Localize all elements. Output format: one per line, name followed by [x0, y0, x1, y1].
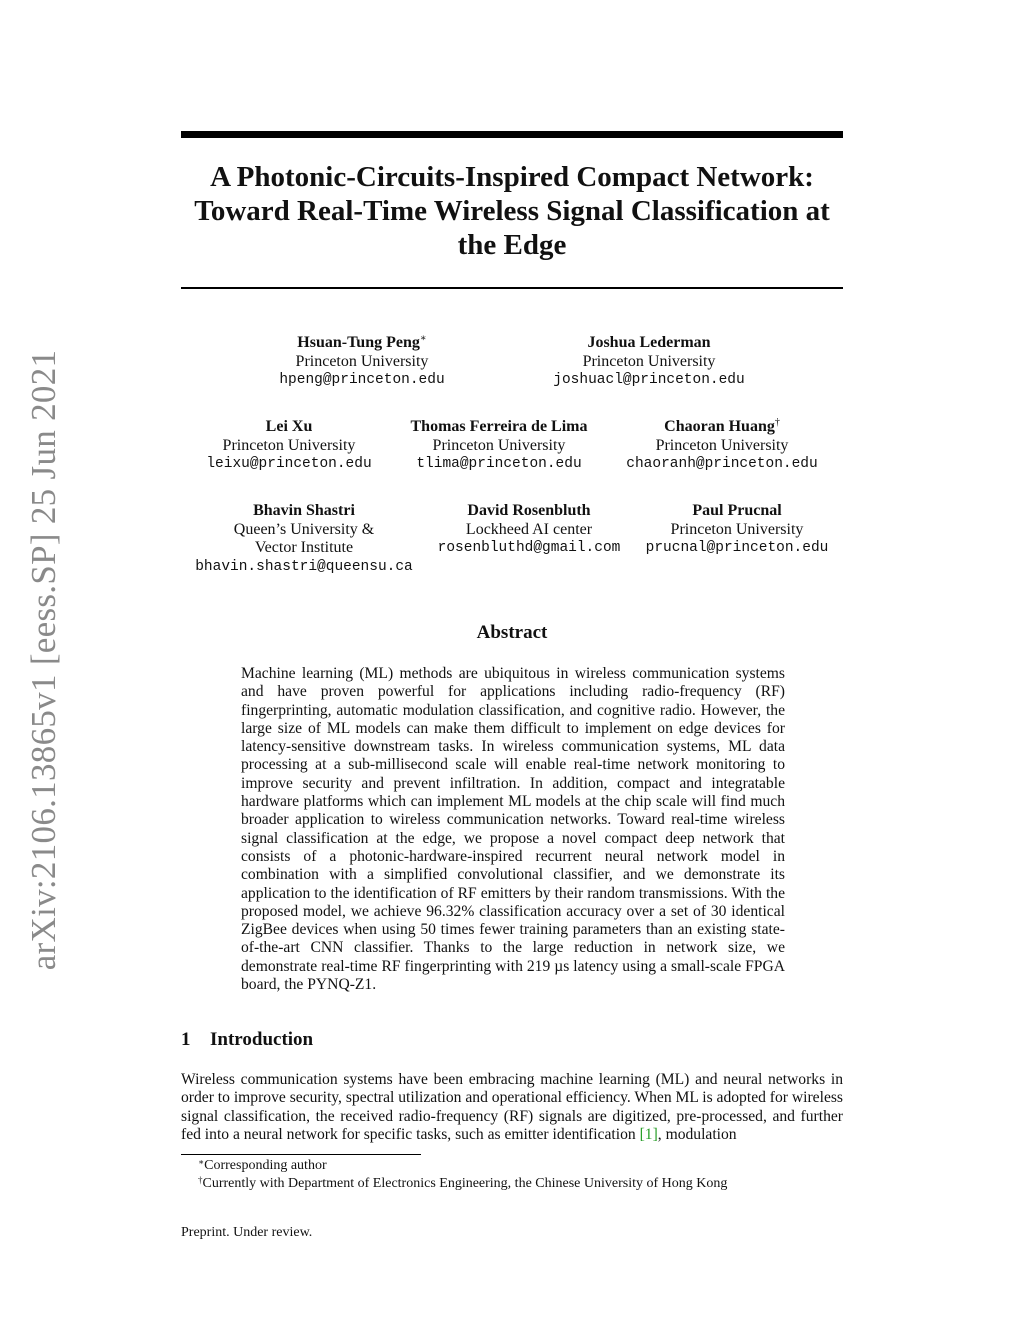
author-email[interactable]: prucnal@princeton.edu	[645, 540, 829, 556]
author-block	[206, 418, 371, 474]
author-name: Chaoran Huang	[664, 418, 775, 435]
footnote-mark: ∗	[198, 1157, 205, 1167]
author-email[interactable]: tlima@princeton.edu	[416, 456, 582, 472]
author-affiliation: Princeton University	[432, 436, 566, 454]
title-bottom-rule	[181, 287, 843, 289]
author-block	[553, 334, 744, 390]
author-block	[438, 502, 621, 558]
arxiv-identifier-stamp: arXiv:2106.13865v1 [eess.SP] 25 Jun 2021	[24, 349, 63, 971]
title-line-2: Toward Real-Time Wireless Signal Classification at	[194, 195, 830, 227]
author-email[interactable]: rosenbluthd@gmail.com	[437, 540, 621, 556]
footnote-text: Currently with Department of Electronics Engineering, the Chinese University of Hong Kong	[202, 1176, 728, 1191]
author-email[interactable]: joshuacl@princeton.edu	[553, 372, 745, 388]
author-affiliation-line-2: Vector Institute	[254, 539, 354, 556]
author-name: Joshua Lederman	[587, 334, 711, 351]
citation-link[interactable]: [ 1 ]	[640, 1126, 658, 1143]
title-top-rule	[181, 131, 843, 138]
author-email[interactable]: leixu@princeton.edu	[206, 456, 372, 472]
title-line-3: the Edge	[457, 229, 567, 261]
author-affiliation: Princeton University	[582, 352, 716, 370]
abstract-body: Machine learning (ML) methods are ubiquitous in wireless communication systems and have proven powerful for applications including radio-frequency (RF) fingerprinting, automatic modulation classification, and cognitive radio. However, the large size of ML models can make them difficult to implement on edge devices for latency-sensitive downstream tasks. In wireless communication systems, ML data processing at a sub-millisecond scale will enable real-time network monitoring to improve security and prevent infiltration. In addition, compact and integratable hardware platforms which can implement ML models at the chip scale will find much broader application to wireless communication networks. Toward real-time wireless signal classification at the edge, we propose a novel compact deep network that consists of a photonic-hardware-inspired recurrent neural network model in combination with a simplified convolutional classifier, and we demonstrate its application to the identification of RF emitters by their random transmissions. With the proposed model, we achieve 96.32% classification accuracy over a set of 30 identical ZigBee devices when using 50 times fewer training parameters than an existing state-of-the-art CNN classifier. Thanks to the large reduction in network size, we demonstrate real-time RF fingerprinting with 219 µs latency using a small-scale FPGA board, the PYNQ-Z1.	[241, 665, 785, 994]
author-affiliation: Queen’s University &	[233, 520, 375, 538]
author-footnote-mark: ∗	[419, 333, 427, 344]
intro-text-continued: , modulation	[657, 1125, 737, 1143]
author-affiliation: Princeton University	[295, 352, 429, 370]
author-affiliation: Lockheed AI center	[465, 520, 593, 538]
preprint-notice: Preprint. Under review.	[181, 1225, 313, 1240]
author-affiliation: Princeton University	[670, 520, 804, 538]
author-email[interactable]: chaoranh@princeton.edu	[626, 456, 818, 472]
author-name: Hsuan-Tung Peng	[297, 334, 420, 351]
footnote-text: Corresponding author	[204, 1158, 327, 1173]
paper-title	[181, 160, 843, 262]
abstract-heading: Abstract	[476, 622, 548, 643]
author-block	[626, 418, 817, 474]
author-block	[410, 418, 587, 474]
author-name: Paul Prucnal	[692, 502, 782, 519]
author-name: Lei Xu	[265, 418, 313, 435]
section-number: 1	[181, 1029, 191, 1050]
author-footnote-mark: †	[774, 417, 780, 428]
author-email[interactable]: hpeng@princeton.edu	[279, 372, 445, 388]
author-name: Thomas Ferreira de Lima	[410, 418, 588, 435]
footnote	[198, 1176, 727, 1192]
introduction-paragraph	[181, 1071, 843, 1144]
footnote-rule	[181, 1154, 421, 1155]
author-block	[646, 502, 829, 558]
title-line-1: A Photonic-Circuits-Inspired Compact Network:	[210, 161, 814, 193]
section-heading-introduction	[181, 1029, 313, 1051]
author-block	[279, 334, 444, 390]
author-name: David Rosenbluth	[467, 502, 591, 519]
footnote	[198, 1158, 327, 1174]
author-name: Bhavin Shastri	[253, 502, 355, 519]
intro-text: Wireless communication systems have been embracing machine learning (ML) and neural networks in order to improve security, spectral utilization and operational efficiency. When ML is adopted for wireless signal classification, the received radio-frequency (RF) signals are digitized, pre-processed, and further fed into a neural network for specific tasks, such as emitter identification	[181, 1071, 843, 1143]
author-block	[195, 502, 413, 576]
author-affiliation: Princeton University	[222, 436, 356, 454]
section-title: Introduction	[210, 1029, 314, 1050]
author-email[interactable]: bhavin.shastri@queensu.ca	[195, 558, 413, 575]
author-affiliation: Princeton University	[655, 436, 789, 454]
footnote-mark: †	[198, 1175, 203, 1185]
